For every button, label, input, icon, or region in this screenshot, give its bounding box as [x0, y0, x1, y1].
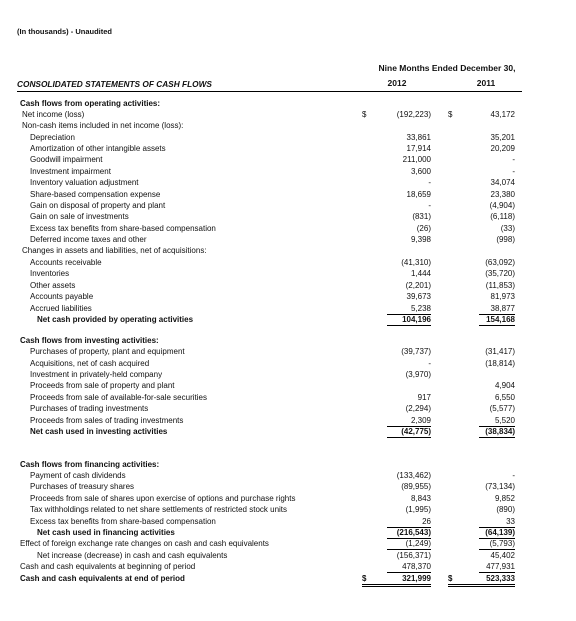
table-row [0, 359, 576, 369]
value-2011: 34,074 [490, 178, 515, 187]
value-2011: 33 [506, 517, 515, 526]
table-row [0, 393, 576, 403]
value-2011: 523,333 [486, 574, 515, 583]
value-2011: 23,380 [490, 190, 515, 199]
value-2012: - [428, 359, 431, 368]
row-label: Non-cash items included in net income (loss): [22, 121, 184, 130]
table-row [0, 336, 576, 346]
value-2011: - [512, 155, 515, 164]
value-2012: (831) [412, 212, 431, 221]
row-label: Cash and cash equivalents at beginning of period [20, 562, 196, 571]
value-2012: - [428, 178, 431, 187]
value-2012: 26 [422, 517, 431, 526]
row-label: Gain on sale of investments [30, 212, 129, 221]
value-2012: 1,444 [410, 269, 431, 278]
table-row [0, 574, 576, 584]
row-label: Inventories [30, 269, 70, 278]
row-label: Depreciation [30, 133, 75, 142]
period-header: Nine Months Ended December 30, [378, 63, 516, 73]
table-row [0, 347, 576, 357]
row-label: Proceeds from sale of property and plant [30, 381, 175, 390]
total-rule [387, 437, 431, 438]
value-2011: - [512, 167, 515, 176]
currency-2011: $ [448, 574, 453, 583]
row-label: Gain on disposal of property and plant [30, 201, 166, 210]
row-label: Net increase (decrease) in cash and cash equivalents [37, 551, 228, 560]
row-label: Investment impairment [30, 167, 111, 176]
row-label: Effect of foreign exchange rate changes on cash and cash equivalents [20, 539, 269, 548]
value-2012: 917 [417, 393, 431, 402]
value-2011: 38,877 [490, 304, 515, 313]
table-row [0, 416, 576, 426]
year-2012-header: 2012 [387, 78, 407, 88]
value-2012: (41,310) [401, 258, 431, 267]
total-rule [387, 572, 431, 573]
value-2012: 321,999 [402, 574, 431, 583]
row-label: Acquisitions, net of cash acquired [30, 359, 150, 368]
value-2012: (133,462) [396, 471, 431, 480]
value-2011: 81,973 [490, 292, 515, 301]
table-row [0, 212, 576, 222]
row-label: Net cash used in investing activities [30, 427, 168, 436]
row-label: Other assets [30, 281, 76, 290]
value-2011: 9,852 [494, 494, 515, 503]
table-row [0, 292, 576, 302]
currency-2012: $ [362, 574, 367, 583]
statement-title: CONSOLIDATED STATEMENTS OF CASH FLOWS [17, 79, 212, 89]
row-label: Accounts payable [30, 292, 94, 301]
value-2012: 211,000 [402, 155, 431, 164]
row-label: Accrued liabilities [30, 304, 92, 313]
table-row [0, 246, 576, 256]
value-2011: (5,793) [489, 539, 515, 548]
value-2011: (33) [500, 224, 515, 233]
table-row [0, 370, 576, 380]
total-rule [479, 572, 515, 573]
row-label: Cash and cash equivalents at end of period [20, 574, 185, 583]
table-row [0, 539, 576, 549]
row-label: Cash flows from investing activities: [20, 336, 159, 345]
value-2011: (890) [496, 505, 515, 514]
row-label: Cash flows from operating activities: [20, 99, 161, 108]
row-label: Excess tax benefits from share-based compensation [30, 224, 216, 233]
value-2011: 154,168 [486, 315, 515, 324]
year-2011-header: 2011 [476, 78, 496, 88]
value-2011: (18,814) [485, 359, 515, 368]
value-2011: (38,834) [485, 427, 515, 436]
table-row [0, 471, 576, 481]
value-2011: (64,139) [485, 528, 515, 537]
total-rule [448, 584, 515, 587]
table-row [0, 562, 576, 572]
total-rule [387, 549, 431, 550]
value-2012: (26) [416, 224, 431, 233]
row-label: Changes in assets and liabilities, net of acquisitions: [22, 246, 207, 255]
row-label: Net income (loss) [22, 110, 85, 119]
row-label: Net cash provided by operating activities [37, 315, 194, 324]
table-row [0, 460, 576, 470]
table-row [0, 427, 576, 437]
value-2011: (5,577) [489, 404, 515, 413]
value-2012: 39,673 [406, 292, 431, 301]
table-row [0, 517, 576, 527]
row-label: Share-based compensation expense [30, 190, 161, 199]
table-row [0, 155, 576, 165]
table-row [0, 281, 576, 291]
row-label: Tax withholdings related to net share settlements of restricted stock units [30, 505, 288, 514]
value-2012: - [428, 201, 431, 210]
value-2011: (35,720) [485, 269, 515, 278]
row-label: Deferred income taxes and other [30, 235, 147, 244]
table-row [0, 528, 576, 538]
table-row [0, 133, 576, 143]
value-2011: 45,402 [490, 551, 515, 560]
value-2012: (216,543) [396, 528, 431, 537]
row-label: Inventory valuation adjustment [30, 178, 139, 187]
row-label: Accounts receivable [30, 258, 102, 267]
value-2011: 4,904 [494, 381, 515, 390]
table-row [0, 99, 576, 109]
row-label: Proceeds from sales of trading investments [30, 416, 184, 425]
total-rule [362, 584, 431, 587]
value-2012: 5,238 [410, 304, 431, 313]
table-row [0, 505, 576, 515]
row-label: Investment in privately-held company [30, 370, 163, 379]
value-2012: (1,249) [405, 539, 431, 548]
value-2012: (1,995) [405, 505, 431, 514]
row-label: Net cash used in financing activities [37, 528, 175, 537]
table-row [0, 144, 576, 154]
value-2011: 6,550 [494, 393, 515, 402]
units-note: (In thousands) - Unaudited [17, 27, 112, 36]
value-2011: 20,209 [490, 144, 515, 153]
value-2011: (73,134) [485, 482, 515, 491]
value-2011: 477,931 [486, 562, 515, 571]
value-2011: (4,904) [489, 201, 515, 210]
total-rule [479, 437, 515, 438]
row-label: Proceeds from sale of available-for-sale securities [30, 393, 207, 402]
row-label: Payment of cash dividends [30, 471, 126, 480]
table-row [0, 224, 576, 234]
row-label: Purchases of treasury shares [30, 482, 135, 491]
table-row [0, 482, 576, 492]
table-row [0, 551, 576, 561]
value-2012: (2,294) [405, 404, 431, 413]
value-2011: (998) [496, 235, 515, 244]
total-rule [479, 549, 515, 550]
currency-2012: $ [362, 110, 367, 119]
row-label: Cash flows from financing activities: [20, 460, 160, 469]
value-2012: 478,370 [402, 562, 431, 571]
value-2011: (31,417) [485, 347, 515, 356]
table-row [0, 304, 576, 314]
value-2012: (39,737) [401, 347, 431, 356]
value-2012: 9,398 [410, 235, 431, 244]
row-label: Purchases of property, plant and equipment [30, 347, 185, 356]
table-row [0, 190, 576, 200]
header-rule [17, 91, 522, 92]
value-2011: (6,118) [490, 212, 515, 221]
table-row [0, 121, 576, 131]
value-2012: (192,223) [396, 110, 431, 119]
value-2012: 104,196 [402, 315, 431, 324]
value-2011: 5,520 [494, 416, 515, 425]
value-2011: 35,201 [490, 133, 515, 142]
table-row [0, 235, 576, 245]
value-2012: (3,970) [405, 370, 431, 379]
value-2012: 8,843 [410, 494, 431, 503]
table-row [0, 201, 576, 211]
row-label: Proceeds from sale of shares upon exercise of options and purchase rights [30, 494, 296, 503]
table-row [0, 258, 576, 268]
table-row [0, 494, 576, 504]
value-2011: - [512, 471, 515, 480]
row-label: Purchases of trading investments [30, 404, 149, 413]
value-2011: 43,172 [490, 110, 515, 119]
table-row [0, 167, 576, 177]
row-label: Goodwill impairment [30, 155, 103, 164]
value-2011: (11,853) [485, 281, 515, 290]
currency-2011: $ [448, 110, 453, 119]
table-row [0, 269, 576, 279]
value-2012: 17,914 [406, 144, 431, 153]
value-2012: (89,955) [401, 482, 431, 491]
total-rule [387, 325, 431, 326]
table-row [0, 404, 576, 414]
value-2012: (42,775) [401, 427, 431, 436]
row-label: Excess tax benefits from share-based compensation [30, 517, 216, 526]
total-rule [479, 325, 515, 326]
value-2012: (156,371) [396, 551, 431, 560]
value-2011: (63,092) [485, 258, 515, 267]
value-2012: (2,201) [405, 281, 431, 290]
value-2012: 2,309 [410, 416, 431, 425]
value-2012: 33,861 [406, 133, 431, 142]
table-row [0, 178, 576, 188]
table-row [0, 381, 576, 391]
value-2012: 18,659 [406, 190, 431, 199]
value-2012: 3,600 [410, 167, 431, 176]
table-row [0, 315, 576, 325]
table-row [0, 110, 576, 120]
row-label: Amortization of other intangible assets [30, 144, 166, 153]
